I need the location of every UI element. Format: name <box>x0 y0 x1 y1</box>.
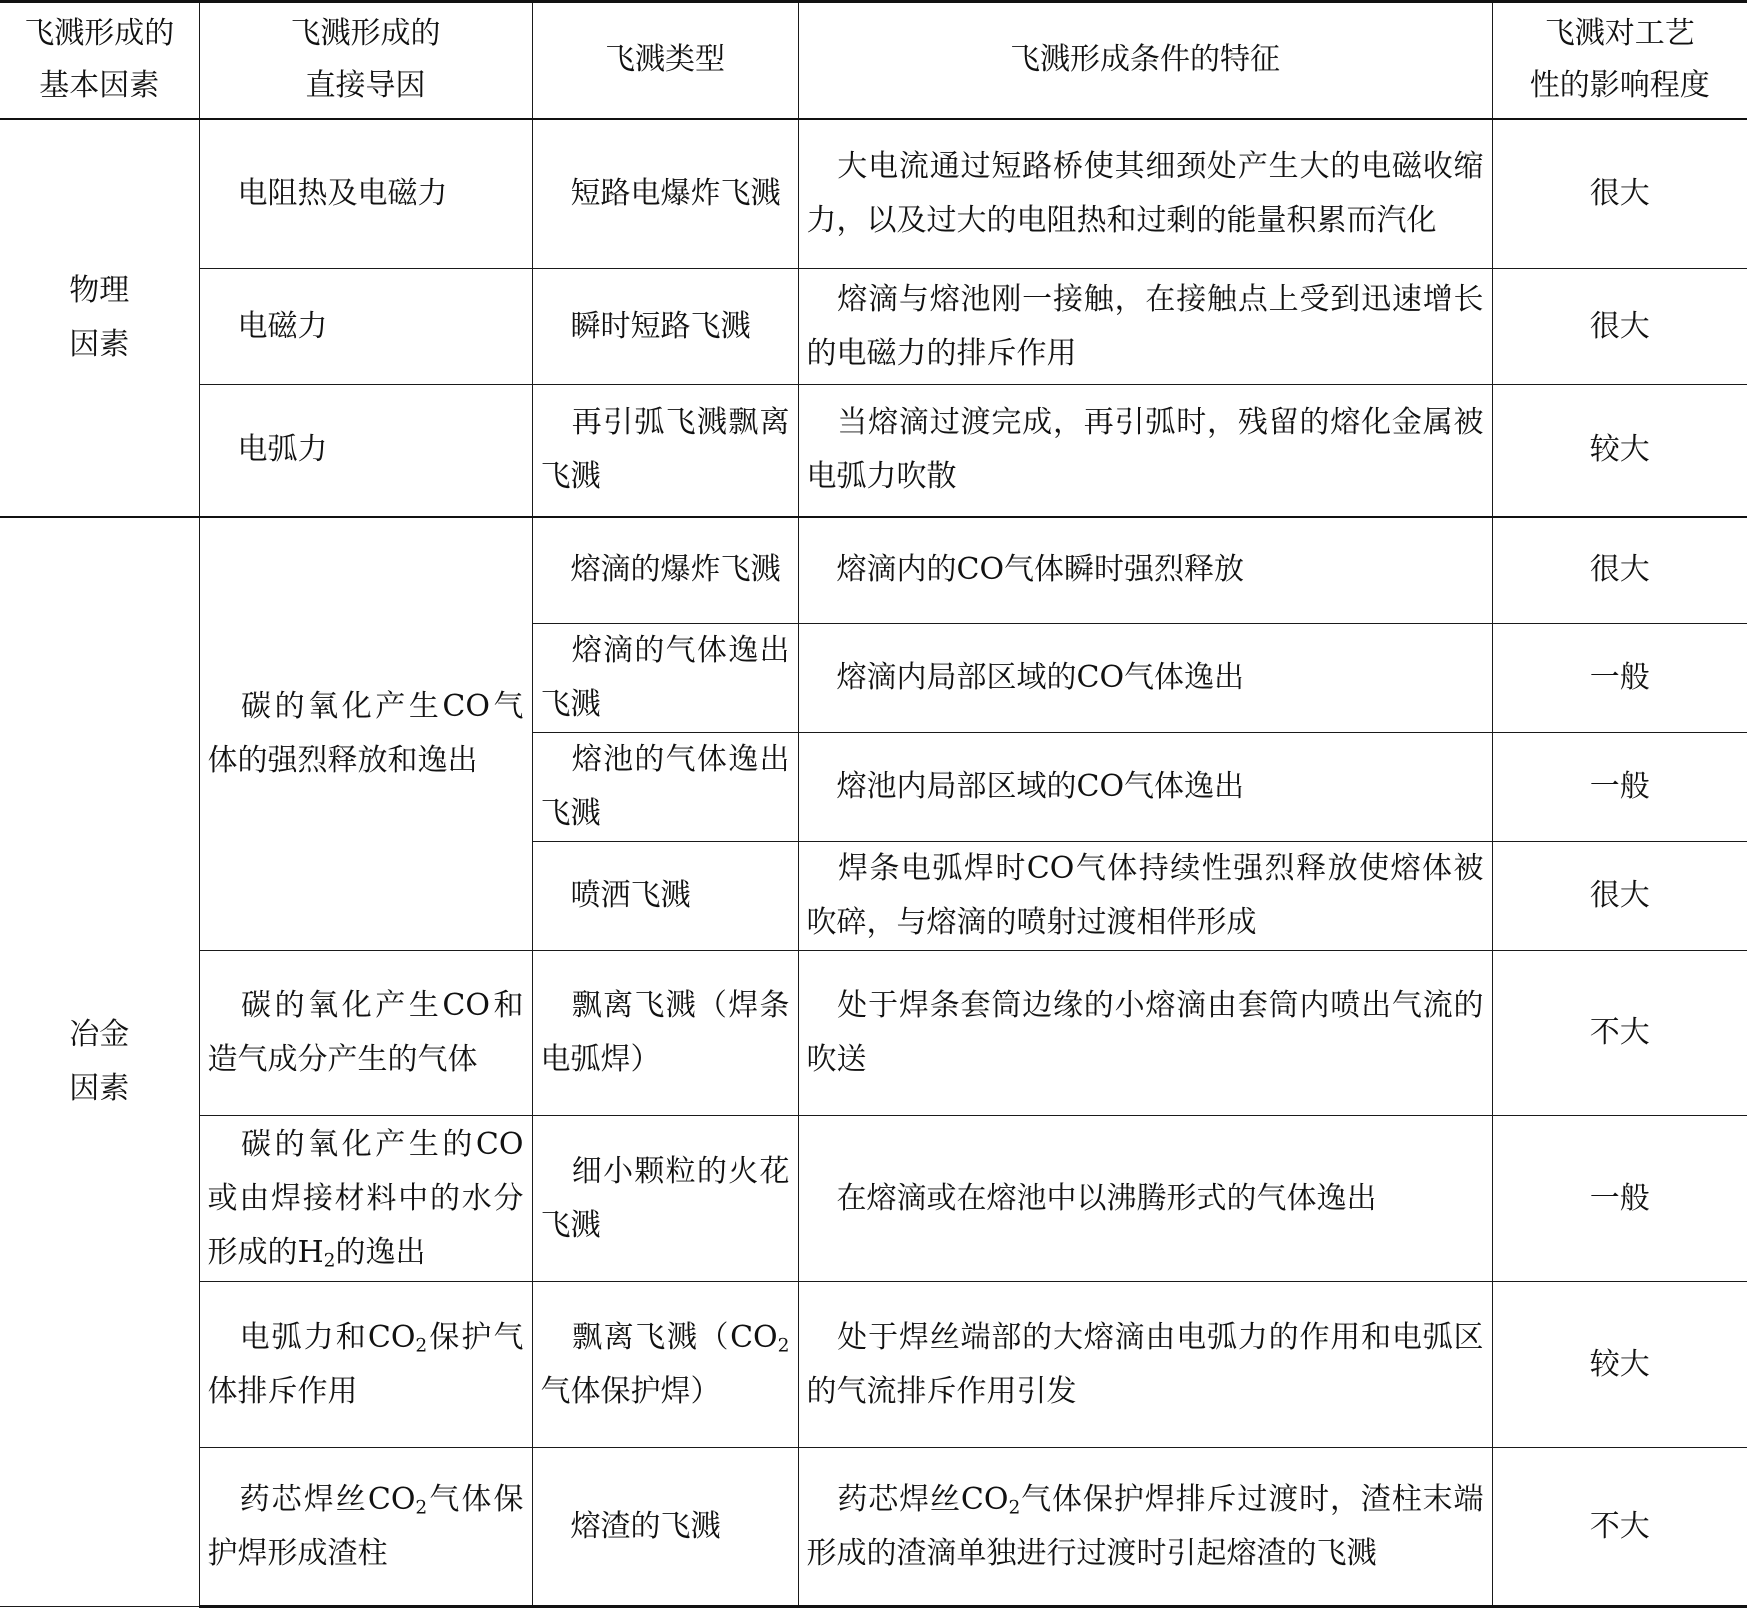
feature-cell <box>798 842 1492 951</box>
type-text: 熔渣的飞溅 <box>570 1508 721 1544</box>
subscript-2: 2 <box>415 1497 428 1519</box>
cause-text: 电阻热及电磁力 <box>237 175 448 211</box>
type-cell <box>532 733 798 842</box>
type-text: 短路电爆炸飞溅 <box>570 175 781 211</box>
header-basic-factor <box>0 2 199 119</box>
cause-cell <box>199 951 532 1116</box>
type-text: 飘离飞溅（焊条电弧焊） <box>540 988 790 1077</box>
feature-cell <box>798 1448 1492 1607</box>
type-text: 瞬时短路飞溅 <box>570 308 751 344</box>
cause-text-tail: 的逸出 <box>335 1234 426 1270</box>
factor-physical-line-1: 物理 <box>69 272 130 308</box>
type-text: 飘离飞溅（CO <box>570 1319 778 1355</box>
type-text: 喷洒飞溅 <box>570 878 691 913</box>
type-cell <box>532 842 798 951</box>
header-direct-cause <box>199 2 532 119</box>
cause-cell <box>199 1282 532 1448</box>
cause-cell <box>199 1448 532 1607</box>
cause-text: 药芯焊丝CO <box>237 1481 416 1517</box>
cause-cell <box>199 1116 532 1282</box>
impact-cell: 较大 <box>1492 385 1747 517</box>
impact-cell: 很大 <box>1492 119 1747 269</box>
feature-cell <box>798 951 1492 1116</box>
type-text: 熔滴的爆炸飞溅 <box>570 552 781 588</box>
feature-text: 熔池内局部区域的CO气体逸出 <box>836 769 1245 804</box>
factor-metallurgical-line-2: 因素 <box>69 1070 130 1106</box>
feature-text: 处于焊丝端部的大熔滴由电弧力的作用和电弧区的气流排斥作用引发 <box>806 1319 1484 1409</box>
impact-cell: 一般 <box>1492 733 1747 842</box>
feature-cell <box>798 385 1492 517</box>
feature-cell <box>798 119 1492 269</box>
cause-text: 碳的氧化产生CO和造气成分产生的气体 <box>207 988 524 1077</box>
impact-cell: 不大 <box>1492 1448 1747 1607</box>
feature-text: 药芯焊丝CO <box>836 1481 1009 1517</box>
impact-cell: 很大 <box>1492 842 1747 951</box>
feature-text: 当熔滴过渡完成，再引弧时，残留的熔化金属被电弧力吹散 <box>806 405 1484 495</box>
table-row <box>0 951 1747 1116</box>
type-cell <box>532 951 798 1116</box>
type-text: 细小颗粒的火花飞溅 <box>540 1153 790 1243</box>
subscript-2: 2 <box>415 1335 428 1357</box>
type-cell <box>532 269 798 385</box>
subscript-2: 2 <box>777 1335 790 1357</box>
table-row <box>0 385 1747 517</box>
table-row <box>0 1282 1747 1448</box>
type-text-tail: 气体保护焊） <box>540 1373 721 1409</box>
header-type: 飞溅类型 <box>532 2 798 119</box>
cause-text-tail: 保护气体排斥作用 <box>207 1319 524 1409</box>
feature-text: 熔滴内的CO气体瞬时强烈释放 <box>836 552 1245 588</box>
feature-cell <box>798 733 1492 842</box>
type-cell <box>532 517 798 624</box>
feature-text: 在熔滴或在熔池中以沸腾形式的气体逸出 <box>836 1180 1377 1216</box>
type-cell <box>532 1282 798 1448</box>
table-row <box>0 269 1747 385</box>
cause-text: 电弧力和CO <box>237 1319 416 1355</box>
impact-cell: 不大 <box>1492 951 1747 1116</box>
type-cell <box>532 1448 798 1607</box>
factor-physical <box>0 119 199 517</box>
feature-cell <box>798 1116 1492 1282</box>
feature-cell <box>798 517 1492 624</box>
type-text: 熔滴的气体逸出飞溅 <box>540 633 790 722</box>
type-cell <box>532 385 798 517</box>
header-row <box>0 2 1747 119</box>
table-row <box>0 119 1747 269</box>
subscript-2: 2 <box>1008 1497 1021 1519</box>
feature-cell <box>798 624 1492 733</box>
cause-cell <box>199 517 532 951</box>
feature-text: 处于焊条套筒边缘的小熔滴由套筒内喷出气流的吹送 <box>806 988 1484 1077</box>
table-row <box>0 1448 1747 1607</box>
feature-cell <box>798 1282 1492 1448</box>
cause-text-tail: 气体保护焊形成渣柱 <box>207 1481 524 1571</box>
subscript-2: 2 <box>323 1250 336 1272</box>
header-direct-cause-line-1: 飞溅形成的 <box>290 16 441 52</box>
cause-text: 电弧力 <box>237 432 328 468</box>
table-row <box>0 517 1747 624</box>
table-row <box>0 1116 1747 1282</box>
feature-text: 大电流通过短路桥使其细颈处产生大的电磁收缩力，以及过大的电阻热和过剩的能量积累而汽化 <box>806 148 1484 238</box>
header-direct-cause-line-2: 直接导因 <box>305 68 426 104</box>
impact-cell: 很大 <box>1492 269 1747 385</box>
type-text: 熔池的气体逸出飞溅 <box>540 742 790 831</box>
header-basic-factor-line-2: 基本因素 <box>39 68 160 104</box>
feature-text-tail: 气体保护焊排斥过渡时，渣柱末端形成的渣滴单独进行过渡时引起熔渣的飞溅 <box>806 1481 1484 1571</box>
type-text: 再引弧飞溅飘离飞溅 <box>540 405 790 495</box>
header-basic-factor-line-1: 飞溅形成的 <box>24 16 175 52</box>
feature-cell <box>798 269 1492 385</box>
header-impact <box>1492 2 1747 119</box>
factor-metallurgical <box>0 517 199 1607</box>
cause-text: 碳的氧化产生CO气体的强烈释放和逸出 <box>207 688 524 778</box>
feature-text: 焊条电弧焊时CO气体持续性强烈释放使熔体被吹碎，与熔滴的喷射过渡相伴形成 <box>806 851 1484 940</box>
type-cell <box>532 1116 798 1282</box>
type-cell <box>532 119 798 269</box>
impact-cell: 很大 <box>1492 517 1747 624</box>
feature-text: 熔滴内局部区域的CO气体逸出 <box>836 660 1245 695</box>
factor-physical-line-2: 因素 <box>69 326 130 362</box>
impact-cell: 一般 <box>1492 1116 1747 1282</box>
impact-cell: 较大 <box>1492 1282 1747 1448</box>
type-cell <box>532 624 798 733</box>
cause-text: 碳的氧化产生的CO或由焊接材料中的水分形成的H <box>207 1126 524 1270</box>
feature-text: 熔滴与熔池刚一接触，在接触点上受到迅速增长的电磁力的排斥作用 <box>806 281 1484 371</box>
cause-cell <box>199 119 532 269</box>
header-condition: 飞溅形成条件的特征 <box>798 2 1492 119</box>
header-impact-line-2: 性的影响程度 <box>1529 68 1710 104</box>
cause-cell <box>199 269 532 385</box>
factor-metallurgical-line-1: 冶金 <box>69 1016 130 1052</box>
cause-cell <box>199 385 532 517</box>
header-impact-line-1: 飞溅对工艺 <box>1544 16 1695 52</box>
cause-text: 电磁力 <box>237 308 328 344</box>
impact-cell: 一般 <box>1492 624 1747 733</box>
